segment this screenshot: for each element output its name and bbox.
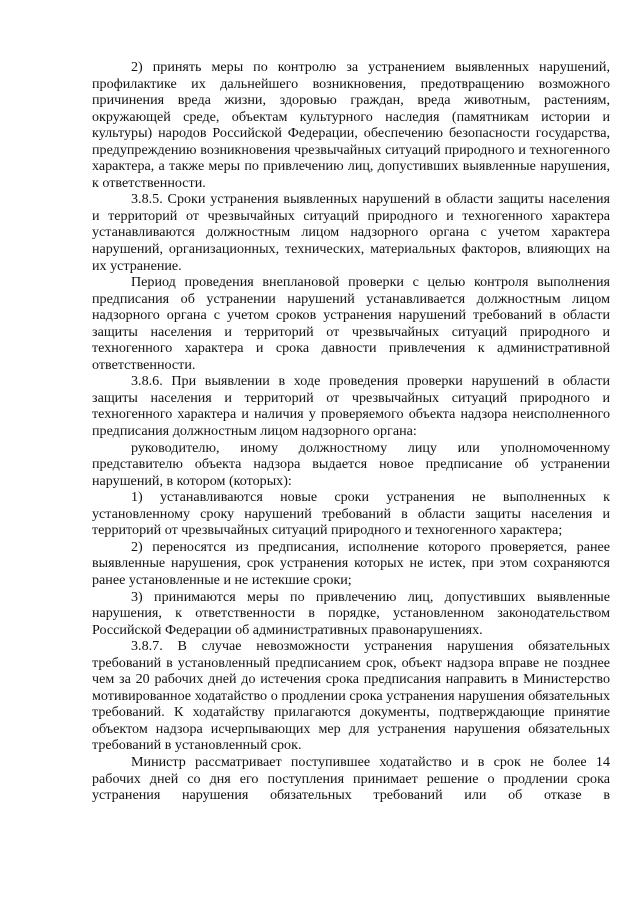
paragraph-minister-decision: Министр рассматривает поступившее ходатайство и в срок не более 14 рабочих дней со дня его поступления принимает решение о продлении срока устранения нарушения обязательных требований или об отказе в (92, 753, 610, 804)
document-body (92, 59, 610, 804)
paragraph-sub-1: 1) устанавливаются новые сроки устранения не выполненных к установленному сроку нарушений требований в области защиты населения и территорий от чрезвычайных ситуаций природного и техногенного характера; (92, 489, 610, 539)
paragraph-3-8-7: 3.8.7. В случае невозможности устранения нарушения обязательных требований в установленный предписанием срок, объект надзора вправе не позднее чем за 20 рабочих дней до истечения срока предписания направить в Министерство мотивированное ходатайство о продлении срока устранения нарушения обязательных требований. К ходатайству прилагаются документы, подтверждающие принятие объектом надзора исчерпывающих мер для устранения нарушения обязательных требований в установленный срок. (92, 638, 610, 754)
paragraph-sub-2: 2) переносятся из предписания, исполнение которого проверяется, ранее выявленные нарушения, срок устранения которых не истек, при этом сохраняются ранее установленные и не истекшие сроки; (92, 538, 610, 588)
paragraph-new-order: руководителю, иному должностному лицу или уполномоченному представителю объекта надзора выдается новое предписание об устранении нарушений, в котором (которых): (92, 439, 610, 489)
paragraph-3-8-5: 3.8.5. Сроки устранения выявленных нарушений в области защиты населения и территорий от чрезвычайных ситуаций природного и техногенного характера устанавливаются должностным лицом надзорного органа с учетом характера нарушений, организационных, технических, материальных факторов, влияющих на их устранение. (92, 191, 610, 274)
paragraph-item-2: 2) принять меры по контролю за устранением выявленных нарушений, профилактике их дальнейшего возникновения, предотвращению возможного причинения вреда жизни, здоровью граждан, вреда животным, растениям, окружающей среде, объектам культурного наследия (памятникам истории и культуры) народов Российской Федерации, обеспечению безопасности государства, предупреждению возникновения чрезвычайных ситуаций природного и техногенного характера, а также меры по привлечению лиц, допустивших выявленные нарушения, к ответственности. (92, 59, 610, 191)
paragraph-inspection-period: Период проведения внеплановой проверки с целью контроля выполнения предписания об устранении нарушений устанавливается должностным лицом надзорного органа с учетом сроков устранения нарушений требований в области защиты населения и территорий от чрезвычайных ситуаций природного и техногенного характера и срока давности привлечения к административной ответственности. (92, 274, 610, 373)
paragraph-3-8-6: 3.8.6. При выявлении в ходе проведения проверки нарушений в области защиты населения и территорий от чрезвычайных ситуаций природного и техногенного характера и наличия у проверяемого объекта надзора неисполненного предписания должностным лицом надзорного органа: (92, 373, 610, 440)
paragraph-sub-3: 3) принимаются меры по привлечению лиц, допустивших выявленные нарушения, к ответственности в порядке, установленном законодательством Российской Федерации об административных правонарушениях. (92, 588, 610, 638)
